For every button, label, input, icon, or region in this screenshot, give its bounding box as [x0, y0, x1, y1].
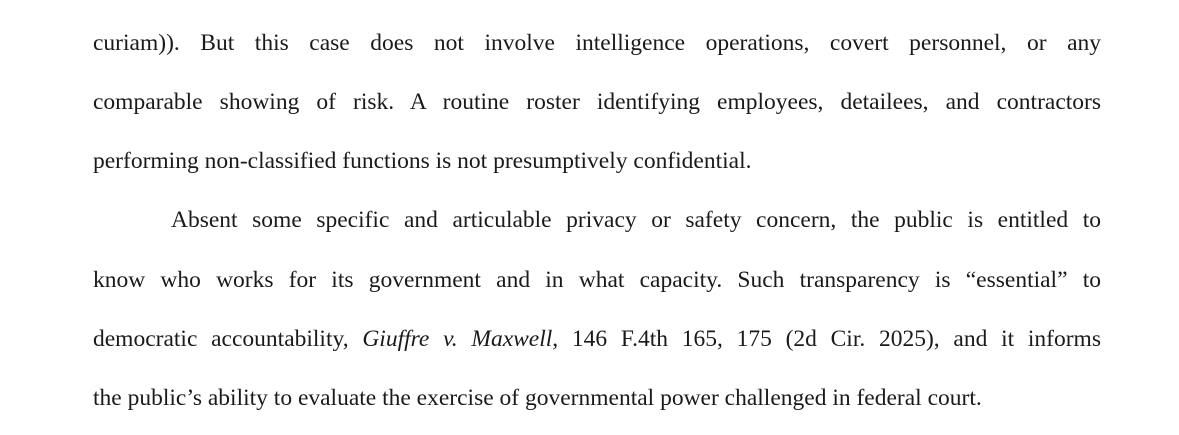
paragraph-1-line-1: curiam)). But this case does not involve intelligence operations, covert personnel, or any [93, 30, 1101, 56]
paragraph-2-line-1: Absent some specific and articulable privacy or safety concern, the public is entitled to [171, 207, 1101, 233]
case-citation-name: Giuffre v. Maxwell [362, 326, 553, 352]
line-text-after-citation: , 146 F.4th 165, 175 (2d Cir. 2025), and it informs [552, 326, 1101, 352]
paragraph-2-line-4: the public’s ability to evaluate the exercise of governmental power challenged in federal court. [93, 385, 982, 411]
line-text-before-citation: democratic accountability, [93, 326, 363, 352]
paragraph-2-line-2: know who works for its government and in what capacity. Such transparency is “essential” to [93, 267, 1101, 293]
paragraph-2-line-3 [93, 324, 1101, 354]
paragraph-1-line-2: comparable showing of risk. A routine roster identifying employees, detailees, and contractors [93, 89, 1101, 115]
paragraph-1-line-3: performing non-classified functions is not presumptively confidential. [93, 148, 752, 174]
